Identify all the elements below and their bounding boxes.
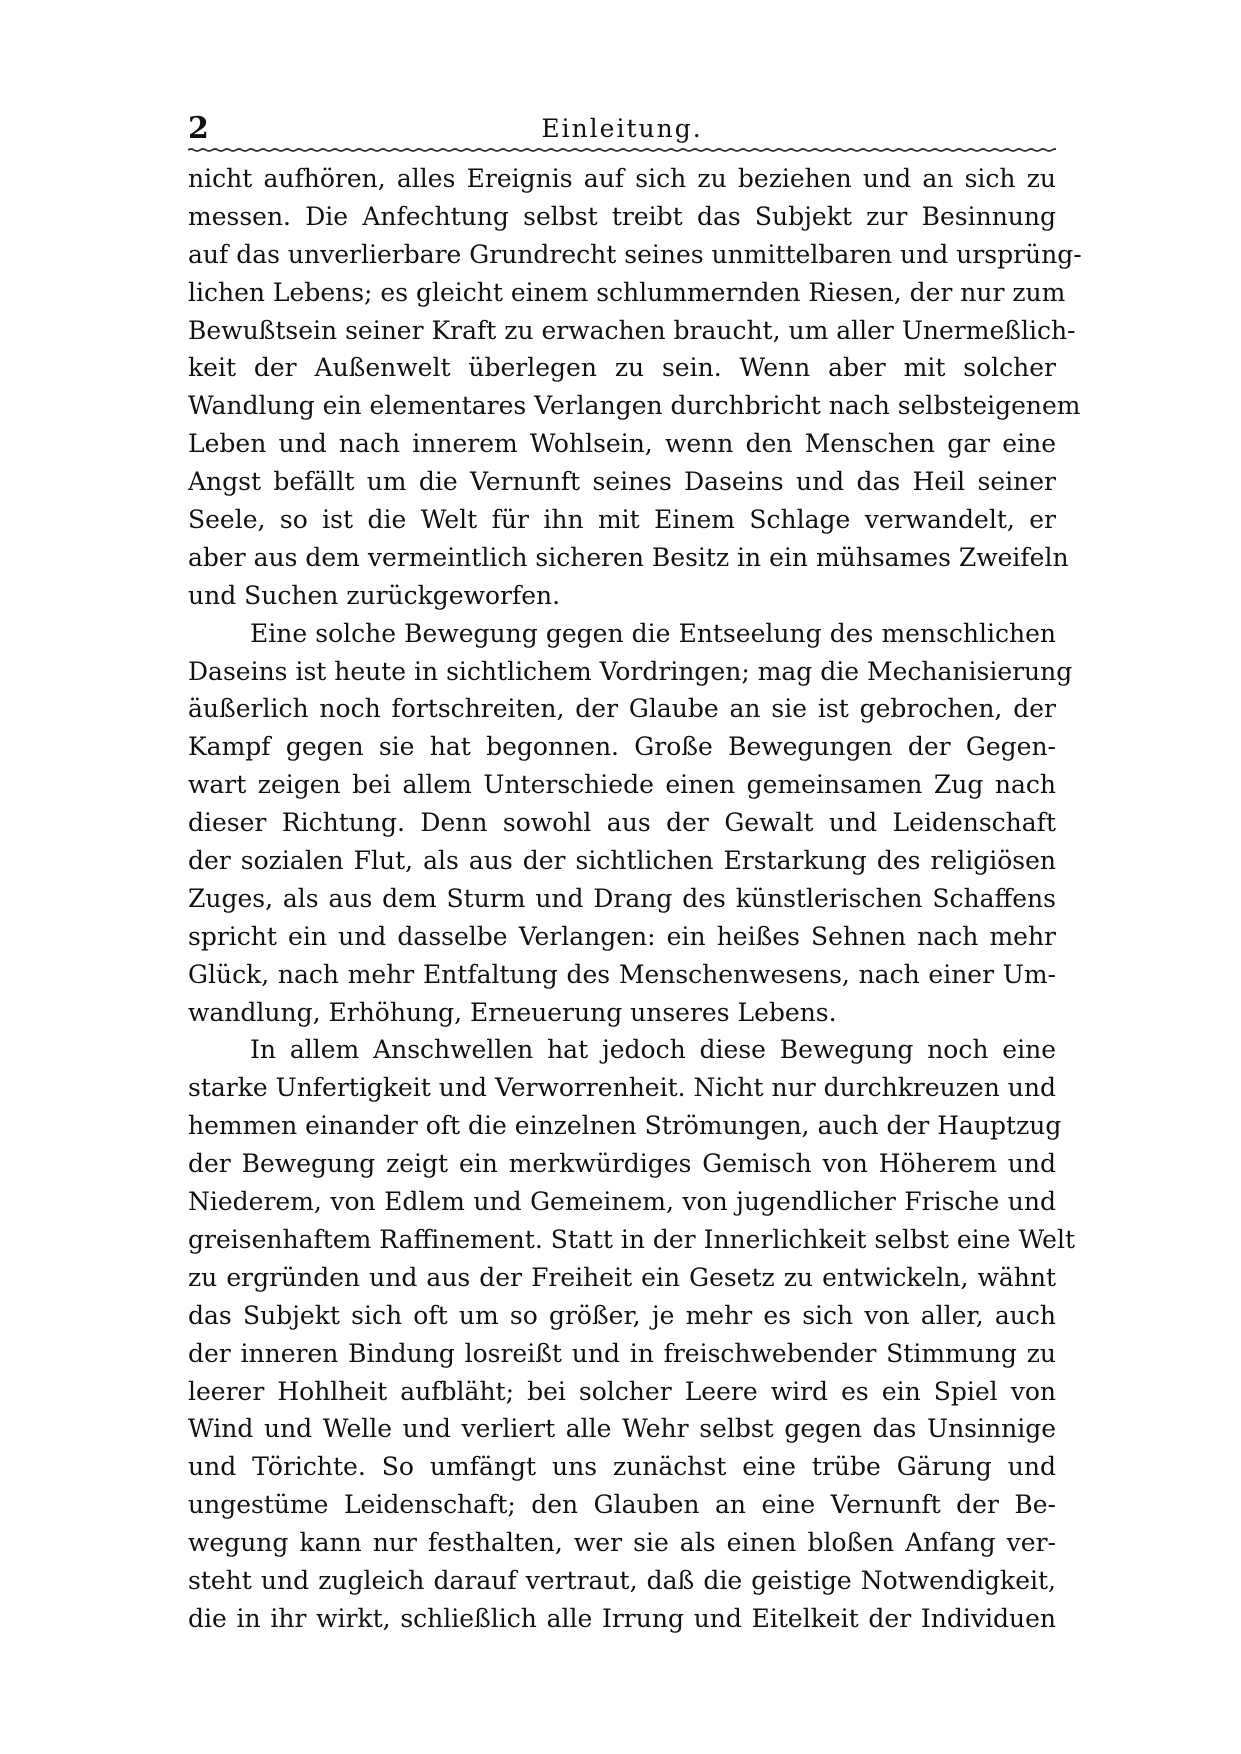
text-line: Niederem, von Edlem und Gemeinem, von jugendlicher Frische und bbox=[188, 1187, 1056, 1217]
text-line: Glück, nach mehr Entfaltung des Menschenwesens, nach einer Um- bbox=[188, 959, 1056, 989]
text-line: hemmen einander oft die einzelnen Strömungen, auch der Hauptzug bbox=[188, 1111, 1062, 1141]
text-line: Wind und Welle und verliert alle Wehr selbst gegen das Unsinnige bbox=[188, 1414, 1056, 1444]
text-line: wegung kann nur festhalten, wer sie als einen bloßen Anfang ver- bbox=[188, 1528, 1056, 1558]
text-line: lichen Lebens; es gleicht einem schlummernden Riesen, der nur zum bbox=[188, 277, 1066, 307]
text-line: greisenhaftem Raffinement. Statt in der Innerlichkeit selbst eine Welt bbox=[188, 1224, 1075, 1254]
text-line: Leben und nach innerem Wohlsein, wenn den Menschen gar eine bbox=[188, 429, 1056, 459]
text-line: der sozialen Flut, als aus der sichtlichen Erstarkung des religiösen bbox=[188, 846, 1056, 876]
text-line: der inneren Bindung losreißt und in freischwebender Stimmung zu bbox=[188, 1338, 1056, 1368]
running-title: Einleitung. bbox=[541, 114, 703, 143]
text-line: Wandlung ein elementares Verlangen durchbricht nach selbsteigenem bbox=[188, 391, 1081, 421]
text-line: dieser Richtung. Denn sowohl aus der Gewalt und Leidenschaft bbox=[188, 808, 1056, 838]
text-line: und Suchen zurückgeworfen. bbox=[188, 580, 561, 610]
text-line: Daseins ist heute in sichtlichem Vordringen; mag die Mechanisierung bbox=[188, 656, 1073, 686]
text-line: leerer Hohlheit aufbläht; bei solcher Leere wird es ein Spiel von bbox=[188, 1376, 1056, 1406]
wavy-header-rule bbox=[188, 146, 1056, 154]
text-line: äußerlich noch fortschreiten, der Glaube an sie ist gebrochen, der bbox=[188, 694, 1056, 724]
text-line: Bewußtsein seiner Kraft zu erwachen braucht, um aller Unermeßlich- bbox=[188, 315, 1076, 345]
text-line: steht und zugleich darauf vertraut, daß die geistige Notwendigkeit, bbox=[188, 1565, 1056, 1595]
text-line: wandlung, Erhöhung, Erneuerung unseres Lebens. bbox=[188, 997, 837, 1027]
page-number: 2 bbox=[188, 111, 209, 146]
paragraph bbox=[188, 615, 1073, 1032]
text-line: Seele, so ist die Welt für ihn mit Einem Schlage verwandelt, er bbox=[188, 505, 1056, 535]
text-line: Angst befällt um die Vernunft seines Daseins und das Heil seiner bbox=[188, 467, 1056, 497]
text-line: Eine solche Bewegung gegen die Entseelung des menschlichen bbox=[250, 618, 1056, 648]
text-line: messen. Die Anfechtung selbst treibt das Subjekt zur Besinnung bbox=[188, 201, 1056, 231]
running-head bbox=[188, 112, 1056, 146]
text-line: die in ihr wirkt, schließlich alle Irrung und Eitelkeit der Individuen bbox=[188, 1603, 1056, 1633]
paragraph bbox=[188, 1031, 1075, 1637]
text-line: auf das unverlierbare Grundrecht seines unmittelbaren und ursprüng- bbox=[188, 239, 1082, 269]
text-line: nicht aufhören, alles Ereignis auf sich zu beziehen und an sich zu bbox=[188, 164, 1056, 193]
text-line: keit der Außenwelt überlegen zu sein. Wenn aber mit solcher bbox=[188, 353, 1056, 383]
body-text bbox=[188, 160, 1082, 1638]
text-line: wart zeigen bei allem Unterschiede einen gemeinsamen Zug nach bbox=[188, 770, 1056, 800]
text-line: Kampf gegen sie hat begonnen. Große Bewegungen der Gegen- bbox=[188, 732, 1056, 762]
paragraph bbox=[188, 160, 1082, 615]
text-line: Zuges, als aus dem Sturm und Drang des künstlerischen Schaffens bbox=[188, 883, 1056, 913]
text-line: spricht ein und dasselbe Verlangen: ein heißes Sehnen nach mehr bbox=[188, 921, 1056, 951]
text-line: starke Unfertigkeit und Verworrenheit. Nicht nur durchkreuzen und bbox=[188, 1073, 1056, 1103]
text-line: aber aus dem vermeintlich sicheren Besitz in ein mühsames Zweifeln bbox=[188, 542, 1069, 572]
text-line: In allem Anschwellen hat jedoch diese Bewegung noch eine bbox=[250, 1035, 1056, 1065]
text-line: und Törichte. So umfängt uns zunächst eine trübe Gärung und bbox=[188, 1452, 1056, 1482]
text-line: ungestüme Leidenschaft; den Glauben an eine Vernunft der Be- bbox=[188, 1490, 1056, 1520]
text-line: zu ergründen und aus der Freiheit ein Gesetz zu entwickeln, wähnt bbox=[188, 1262, 1056, 1292]
text-line: das Subjekt sich oft um so größer, je mehr es sich von aller, auch bbox=[188, 1300, 1056, 1330]
text-line: der Bewegung zeigt ein merkwürdiges Gemisch von Höherem und bbox=[188, 1149, 1056, 1179]
